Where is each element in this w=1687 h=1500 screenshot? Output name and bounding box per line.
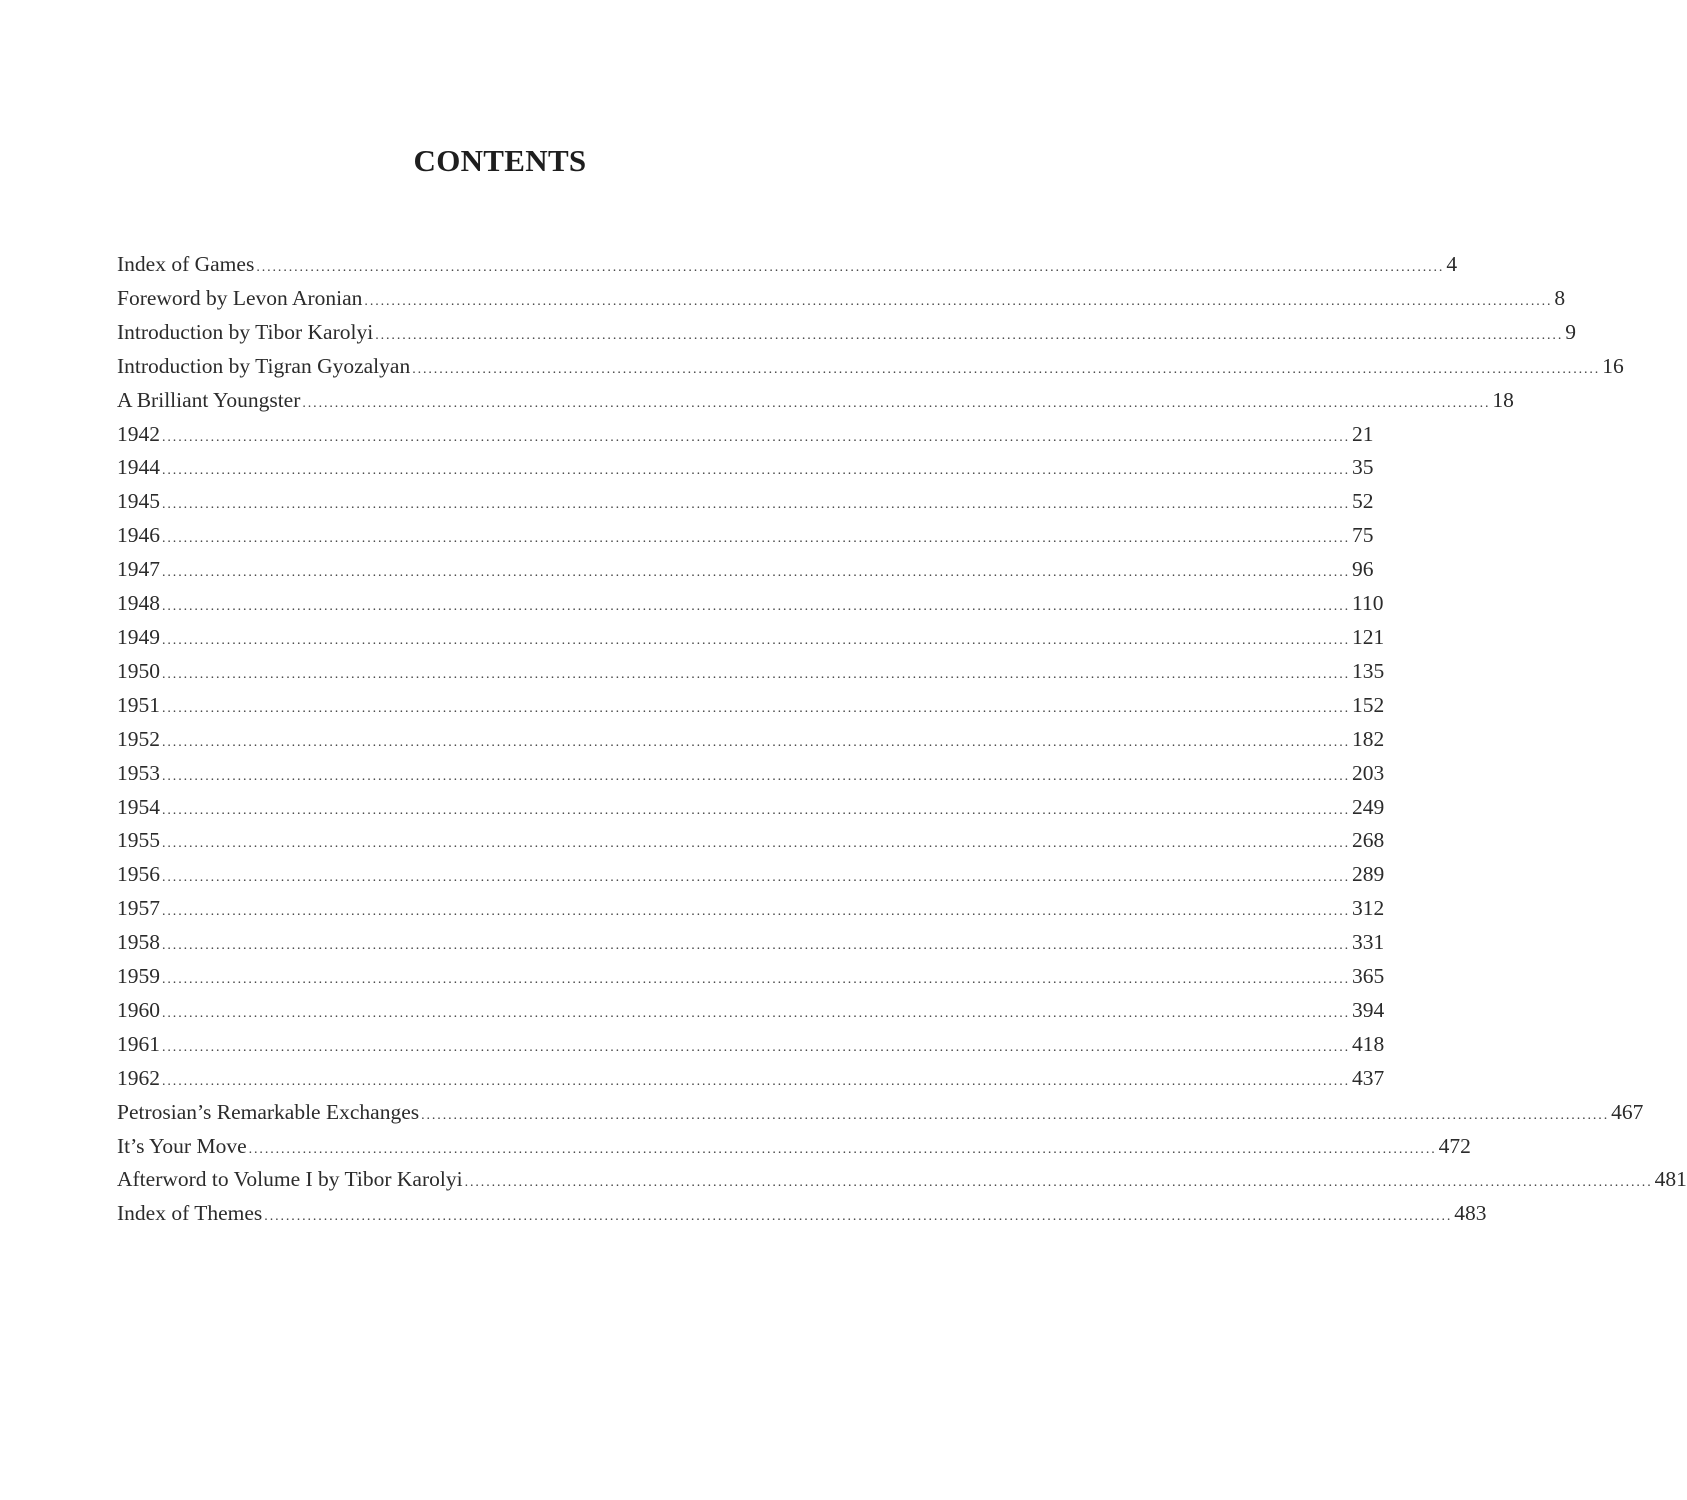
toc-entry[interactable] — [117, 689, 1385, 723]
toc-entry-title: 1944 — [117, 455, 160, 480]
toc-entry[interactable] — [117, 858, 1385, 892]
toc-entry-page-number: 182 — [1352, 726, 1385, 751]
toc-entry-title: 1942 — [117, 421, 160, 446]
toc-entry-title: 1956 — [117, 862, 160, 887]
dot-leader: ............................................................................................................................................................................................................................ — [162, 802, 1350, 818]
toc-entry-title: 1946 — [117, 523, 160, 548]
toc-entry-page-number: 16 — [1602, 353, 1624, 378]
toc-entry-title: 1960 — [117, 997, 160, 1022]
toc-entry-title: Introduction by Tigran Gyozalyan — [117, 353, 411, 378]
dot-leader: ............................................................................................................................................................................................................................ — [162, 497, 1350, 513]
toc-entry[interactable] — [117, 926, 1385, 960]
toc-entry[interactable] — [117, 824, 1385, 858]
toc-entry-page-number: 9 — [1565, 319, 1576, 344]
toc-entry-page-number: 35 — [1352, 455, 1374, 480]
toc-entry-title: 1952 — [117, 726, 160, 751]
toc-entry-title: Introduction by Tibor Karolyi — [117, 319, 374, 344]
dot-leader: ............................................................................................................................................................................................................................ — [162, 599, 1350, 615]
dot-leader: ............................................................................................................................................................................................................................ — [162, 904, 1350, 920]
dot-leader: ............................................................................................................................................................................................................................ — [162, 972, 1350, 988]
toc-entry-title: 1953 — [117, 760, 160, 785]
toc-entry[interactable] — [117, 655, 1385, 689]
toc-entry[interactable] — [117, 451, 1374, 485]
toc-entry[interactable] — [117, 1163, 1687, 1197]
dot-leader: ............................................................................................................................................................................................................................ — [264, 1209, 1453, 1225]
toc-entry-title: 1955 — [117, 828, 160, 853]
toc-entry[interactable] — [117, 418, 1374, 452]
toc-entry[interactable] — [117, 587, 1384, 621]
toc-entry-page-number: 483 — [1454, 1201, 1487, 1226]
toc-entry[interactable] — [117, 316, 1576, 350]
toc-entry-page-number: 312 — [1352, 896, 1385, 921]
page-title: CONTENTS — [413, 143, 587, 178]
toc-entry-page-number: 394 — [1352, 997, 1385, 1022]
dot-leader: ............................................................................................................................................................................................................................ — [162, 836, 1350, 852]
toc-entry-page-number: 152 — [1352, 692, 1385, 717]
toc-entry[interactable] — [117, 485, 1374, 519]
dot-leader: ............................................................................................................................................................................................................................ — [162, 463, 1350, 479]
toc-entry[interactable] — [117, 1130, 1471, 1164]
toc-entry-title: 1947 — [117, 557, 160, 582]
toc-entry-page-number: 8 — [1554, 285, 1566, 310]
toc-entry-title: Index of Themes — [117, 1201, 263, 1226]
toc-entry-title: Index of Games — [117, 252, 255, 276]
dot-leader: ............................................................................................................................................................................................................................ — [162, 666, 1350, 682]
toc-entry[interactable] — [117, 994, 1385, 1028]
toc-entry-page-number: 135 — [1352, 658, 1385, 683]
dot-leader: ............................................................................................................................................................................................................................ — [162, 734, 1350, 750]
toc-entry[interactable] — [117, 1028, 1385, 1062]
toc-entry[interactable] — [117, 519, 1374, 553]
dot-leader: ............................................................................................................................................................................................................................ — [364, 293, 1553, 309]
toc-entry[interactable] — [117, 723, 1385, 757]
toc-entry-title: 1945 — [117, 489, 160, 514]
toc-entry-page-number: 75 — [1352, 523, 1374, 548]
dot-leader: ............................................................................................................................................................................................................................ — [248, 1141, 1437, 1157]
toc-entry[interactable] — [117, 757, 1385, 791]
toc-entry-page-number: 289 — [1352, 862, 1385, 887]
toc-entry-page-number: 268 — [1352, 828, 1385, 853]
toc-entry[interactable] — [117, 960, 1385, 994]
toc-entry-page-number: 52 — [1352, 489, 1374, 514]
toc-entry-title: It’s Your Move — [117, 1133, 247, 1158]
toc-entry[interactable] — [117, 553, 1374, 587]
toc-entry-title: 1951 — [117, 692, 160, 717]
table-of-contents — [117, 248, 1687, 1231]
toc-entry[interactable] — [117, 384, 1514, 418]
toc-entry-page-number: 365 — [1352, 964, 1385, 989]
dot-leader: ............................................................................................................................................................................................................................ — [162, 700, 1350, 716]
toc-entry-title: 1948 — [117, 591, 160, 616]
dot-leader: ............................................................................................................................................................................................................................ — [256, 260, 1445, 275]
toc-entry-title: 1949 — [117, 624, 160, 649]
toc-entry-page-number: 203 — [1352, 760, 1385, 785]
toc-entry-page-number: 249 — [1352, 794, 1385, 819]
dot-leader: ............................................................................................................................................................................................................................ — [464, 1175, 1653, 1191]
dot-leader: ............................................................................................................................................................................................................................ — [375, 327, 1564, 343]
toc-entry-page-number: 331 — [1352, 930, 1385, 955]
toc-entry-page-number: 21 — [1352, 421, 1374, 446]
toc-entry-page-number: 96 — [1352, 557, 1374, 582]
toc-entry[interactable] — [117, 1096, 1644, 1130]
toc-entry-title: A Brilliant Youngster — [117, 387, 301, 412]
toc-entry-title: 1950 — [117, 658, 160, 683]
toc-entry-page-number: 437 — [1352, 1065, 1385, 1090]
toc-entry-page-number: 418 — [1352, 1031, 1385, 1056]
toc-entry-title: Petrosian’s Remarkable Exchanges — [117, 1099, 420, 1124]
toc-entry-page-number: 121 — [1352, 624, 1385, 649]
toc-entry-title: 1958 — [117, 930, 160, 955]
toc-entry[interactable] — [117, 1197, 1487, 1231]
toc-entry-page-number: 18 — [1492, 387, 1514, 412]
dot-leader: ............................................................................................................................................................................................................................ — [302, 395, 1491, 411]
toc-entry[interactable] — [117, 1062, 1385, 1096]
toc-entry-page-number: 467 — [1611, 1099, 1644, 1124]
toc-entry[interactable] — [117, 248, 1458, 282]
dot-leader: ............................................................................................................................................................................................................................ — [162, 1039, 1350, 1055]
dot-leader: ............................................................................................................................................................................................................................ — [162, 429, 1350, 445]
toc-entry-page-number: 110 — [1352, 591, 1384, 616]
toc-entry-page-number: 4 — [1446, 252, 1458, 276]
dot-leader: ............................................................................................................................................................................................................................ — [162, 870, 1350, 886]
toc-entry[interactable] — [117, 791, 1385, 825]
toc-entry-title: Afterword to Volume I by Tibor Karolyi — [117, 1167, 463, 1192]
toc-entry-title: Foreword by Levon Aronian — [117, 285, 363, 310]
dot-leader: ............................................................................................................................................................................................................................ — [421, 1107, 1610, 1123]
dot-leader: ............................................................................................................................................................................................................................ — [162, 531, 1350, 547]
toc-entry-page-number: 472 — [1438, 1133, 1471, 1158]
toc-entry[interactable] — [117, 350, 1624, 384]
toc-entry-title: 1961 — [117, 1031, 160, 1056]
dot-leader: ............................................................................................................................................................................................................................ — [412, 361, 1601, 377]
toc-entry-title: 1957 — [117, 896, 160, 921]
toc-entry-title: 1954 — [117, 794, 160, 819]
toc-entry[interactable] — [117, 892, 1385, 926]
dot-leader: ............................................................................................................................................................................................................................ — [162, 632, 1350, 648]
toc-entry-title: 1959 — [117, 964, 160, 989]
dot-leader: ............................................................................................................................................................................................................................ — [162, 768, 1350, 784]
dot-leader: ............................................................................................................................................................................................................................ — [162, 1005, 1350, 1021]
dot-leader: ............................................................................................................................................................................................................................ — [162, 1073, 1350, 1089]
toc-entry[interactable] — [117, 621, 1385, 655]
dot-leader: ............................................................................................................................................................................................................................ — [162, 938, 1350, 954]
toc-entry-page-number: 481 — [1654, 1167, 1687, 1192]
toc-entry-title: 1962 — [117, 1065, 160, 1090]
toc-entry[interactable] — [117, 282, 1566, 316]
dot-leader: ............................................................................................................................................................................................................................ — [162, 565, 1350, 581]
